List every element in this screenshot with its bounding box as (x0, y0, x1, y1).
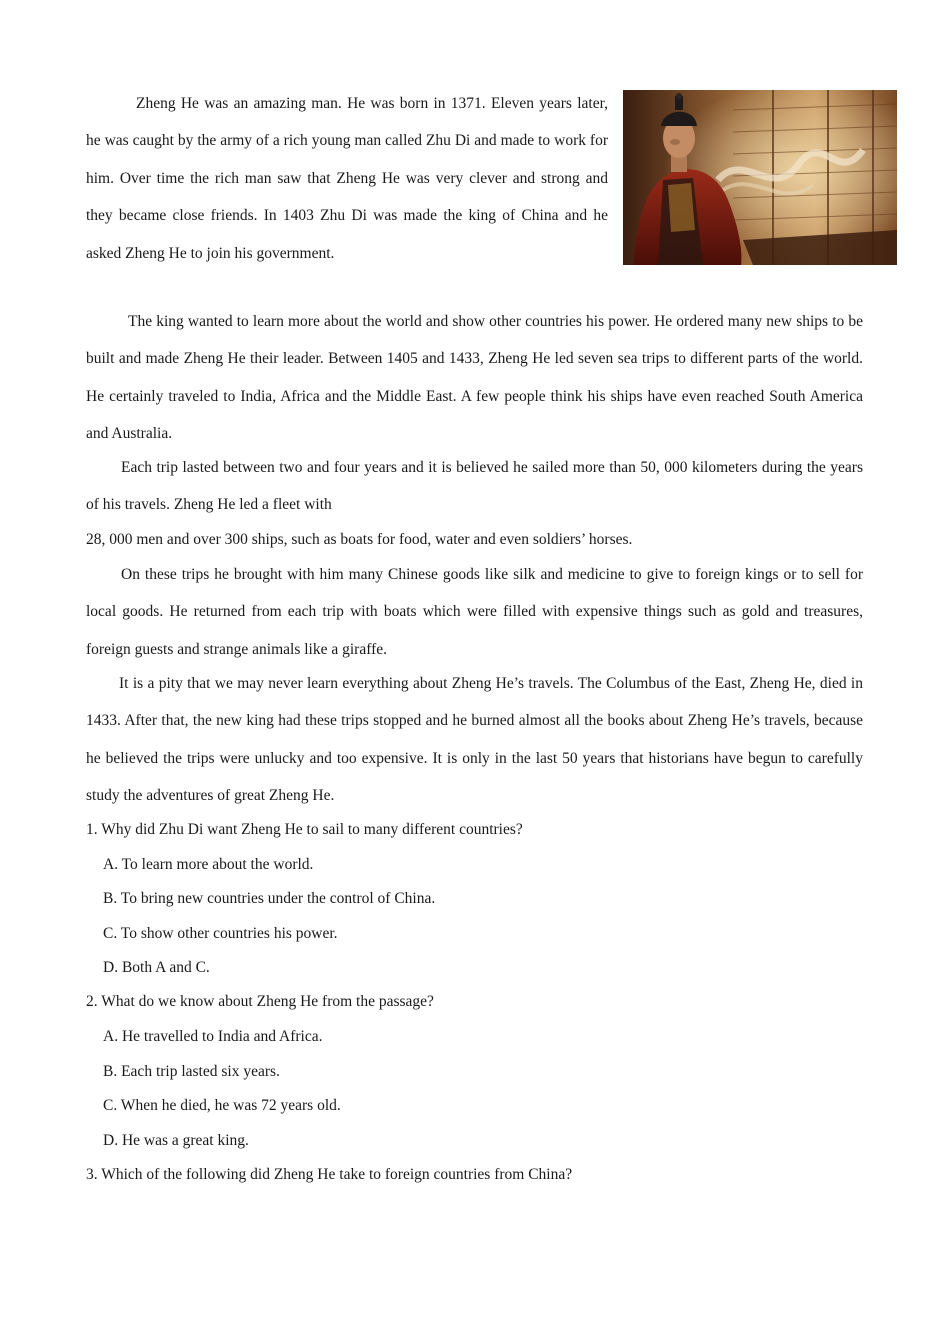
question-2-option-a: A. He travelled to India and Africa. (103, 1028, 323, 1045)
passage-paragraph-5: It is a pity that we may never learn everything about Zheng He’s travels. The Columbus of the East, Zheng He, died in 1433. After that, the new king had these trips stopped and he burned almost all the books about Zheng He’s travels, because he believed the trips were unlucky and too expensive. It is only in the last 50 years that historians have begun to carefully study the adventures of great Zheng He. (86, 675, 863, 805)
question-1-option-d: D. Both A and C. (103, 959, 210, 976)
question-1-option-a: A. To learn more about the world. (103, 856, 314, 873)
question-2: 2. What do we know about Zheng He from the passage? (86, 993, 434, 1010)
question-1-option-c: C. To show other countries his power. (103, 925, 338, 942)
question-1: 1. Why did Zhu Di want Zheng He to sail to many different countries? (86, 821, 523, 838)
question-1-option-b: B. To bring new countries under the control of China. (103, 890, 436, 907)
passage-paragraph-2: The king wanted to learn more about the world and show other countries his power. He ordered many new ships to be built and made Zheng He their leader. Between 1405 and 1433, Zheng He led seven sea trips to different parts of the world. He certainly traveled to India, Africa and the Middle East. A few people think his ships have even reached South America and Australia. (86, 313, 863, 443)
passage-paragraph-3: Each trip lasted between two and four years and it is believed he sailed more than 50, 000 kilometers during the years of his travels. Zheng He led a fleet with (86, 459, 863, 514)
question-2-option-d: D. He was a great king. (103, 1132, 249, 1149)
passage-paragraph-3-continued: 28, 000 men and over 300 ships, such as boats for food, water and even soldiers’ horses. (86, 531, 633, 548)
question-2-option-c: C. When he died, he was 72 years old. (103, 1097, 341, 1114)
passage-paragraph-1: Zheng He was an amazing man. He was born in 1371. Eleven years later, he was caught by the army of a rich young man called Zhu Di and made to work for him. Over time the rich man saw that Zheng He was very clever and strong and they became close friends. In 1403 Zhu Di was made the king of China and he asked Zheng He to join his government. (86, 95, 608, 262)
zheng-he-portrait-image (623, 90, 897, 265)
question-3: 3. Which of the following did Zheng He take to foreign countries from China? (86, 1166, 573, 1183)
zheng-he-illustration (623, 90, 897, 265)
passage-paragraph-4: On these trips he brought with him many Chinese goods like silk and medicine to give to foreign kings or to sell for local goods. He returned from each trip with boats which were filled with expensive things such as gold and treasures, foreign guests and strange animals like a giraffe. (86, 566, 863, 658)
question-2-option-b: B. Each trip lasted six years. (103, 1063, 280, 1080)
